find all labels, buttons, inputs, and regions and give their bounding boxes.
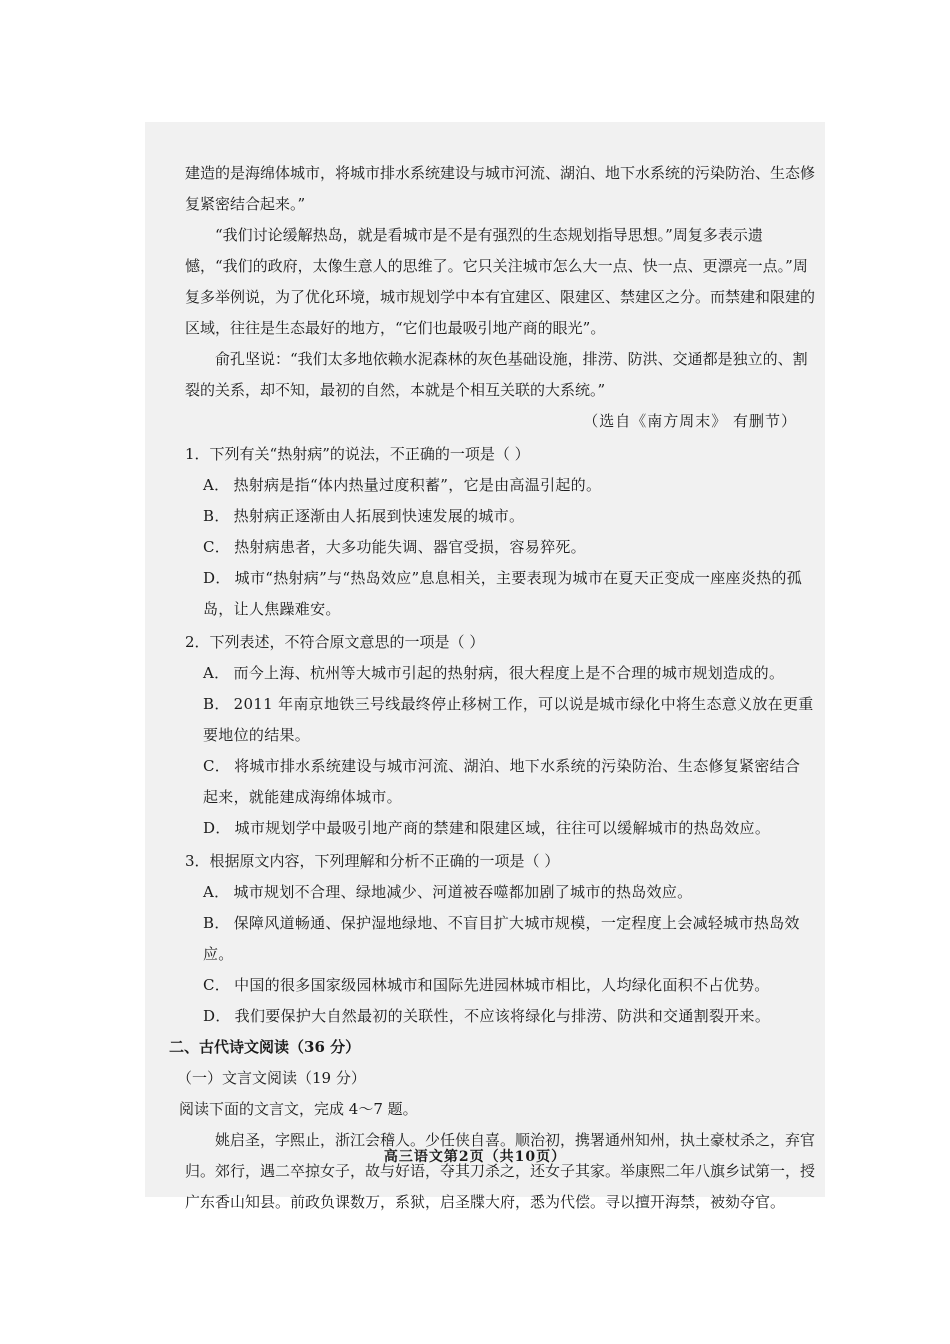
option-label: B． (203, 507, 230, 525)
option-label: B． (203, 695, 230, 713)
option-label: A． (203, 476, 230, 494)
question-stem: 1．下列有关“热射病”的说法，不正确的一项是（ ） (185, 445, 530, 463)
option-d[interactable] (203, 563, 815, 625)
option-label: B． (203, 914, 230, 932)
question-stem: 2．下列表述，不符合原文意思的一项是（ ） (185, 633, 485, 651)
option-d[interactable] (203, 813, 815, 844)
option-label: A． (203, 883, 230, 901)
option-label: D． (203, 819, 231, 837)
option-a[interactable] (203, 658, 815, 689)
section-title: 二、古代诗文阅读（36 分） (169, 1038, 361, 1056)
option-label: C． (203, 538, 231, 556)
option-label: D． (203, 1007, 231, 1025)
option-c[interactable] (203, 532, 815, 563)
question-1 (185, 439, 815, 625)
passage-paragraph-1: 建造的是海绵体城市，将城市排水系统建设与城市河流、湖泊、地下水系统的污染防治、生态修复紧密结合起来。” (185, 164, 816, 213)
question-stem: 3．根据原文内容，下列理解和分析不正确的一项是（ ） (185, 852, 560, 870)
subsection-title: （一）文言文阅读（19 分） (177, 1069, 366, 1087)
option-text: 将城市排水系统建设与城市河流、湖泊、地下水系统的污染防治、生态修复紧密结合起来，就能建成海绵体城市。 (203, 757, 801, 806)
option-label: C． (203, 976, 231, 994)
passage-paragraph-2: “我们讨论缓解热岛，就是看城市是不是有强烈的生态规划指导思想。”周复多表示遗憾，“我们的政府，太像生意人的思维了。它只关注城市怎么大一点、快一点、更漂亮一点。”周复多举例说，为了优化环境，城市规划学中本有宜建区、限建区、禁建区之分。而禁建和限建的区域，往往是生态最好的地方，“它们也最吸引地产商的眼光”。 (185, 226, 816, 337)
option-text: 2011 年南京地铁三号线最终停止移树工作，可以说是城市绿化中将生态意义放在更重要地位的结果。 (203, 695, 814, 744)
question-3 (185, 846, 815, 1032)
option-c[interactable] (203, 970, 815, 1001)
option-b[interactable] (203, 689, 815, 751)
question-2 (185, 627, 815, 844)
option-text: 热射病正逐渐由人拓展到快速发展的城市。 (233, 507, 525, 525)
option-label: D． (203, 569, 231, 587)
option-text: 我们要保护大自然最初的关联性，不应该将绿化与排涝、防洪和交通割裂开来。 (234, 1007, 771, 1025)
option-a[interactable] (203, 470, 815, 501)
passage-paragraph-3: 俞孔坚说：“我们太多地依赖水泥森林的灰色基础设施，排涝、防洪、交通都是独立的、割裂的关系，却不知，最初的自然，本就是个相互关联的大系统。” (185, 350, 808, 399)
option-text: 城市“热射病”与“热岛效应”息息相关，主要表现为城市在夏天正变成一座座炎热的孤岛，让人焦躁难安。 (203, 569, 803, 618)
reading-instruction: 阅读下面的文言文，完成 4～7 题。 (179, 1100, 418, 1118)
option-b[interactable] (203, 501, 815, 532)
option-text: 中国的很多国家级园林城市和国际先进园林城市相比，人均绿化面积不占优势。 (234, 976, 770, 994)
classical-chinese-text: 姚启圣，字熙止，浙江会稽人。少任侠自喜。顺治初，携署通州知州，执土豪杖杀之，弃官归。郊行，遇二卒掠女子，故与好语，夺其刀杀之，还女子其家。举康熙二年八旗乡试第一，授广东香山知县。前政负课数万，系狱，启圣牒大府，悉为代偿。寻以擅开海禁，被劾夺官。 (185, 1131, 816, 1211)
option-label: C． (203, 757, 231, 775)
option-text: 城市规划不合理、绿地减少、河道被吞噬都加剧了城市的热岛效应。 (233, 883, 693, 901)
option-b[interactable] (203, 908, 815, 970)
option-d[interactable] (203, 1001, 815, 1032)
option-text: 而今上海、杭州等大城市引起的热射病，很大程度上是不合理的城市规划造成的。 (233, 664, 785, 682)
page-footer: 高三语文第2页（共10页） (383, 1149, 567, 1165)
option-text: 热射病是指“体内热量过度积蓄”，它是由高温引起的。 (233, 476, 602, 494)
option-text: 热射病患者，大多功能失调、器官受损，容易猝死。 (234, 538, 586, 556)
option-c[interactable] (203, 751, 815, 813)
option-text: 城市规划学中最吸引地产商的禁建和限建区域，往往可以缓解城市的热岛效应。 (234, 819, 771, 837)
exam-content (169, 158, 816, 1218)
option-text: 保障风道畅通、保护湿地绿地、不盲目扩大城市规模，一定程度上会减轻城市热岛效应。 (203, 914, 800, 963)
option-a[interactable] (203, 877, 815, 908)
option-label: A． (203, 664, 230, 682)
passage-source: （选自《南方周末》 有删节） (583, 412, 797, 430)
